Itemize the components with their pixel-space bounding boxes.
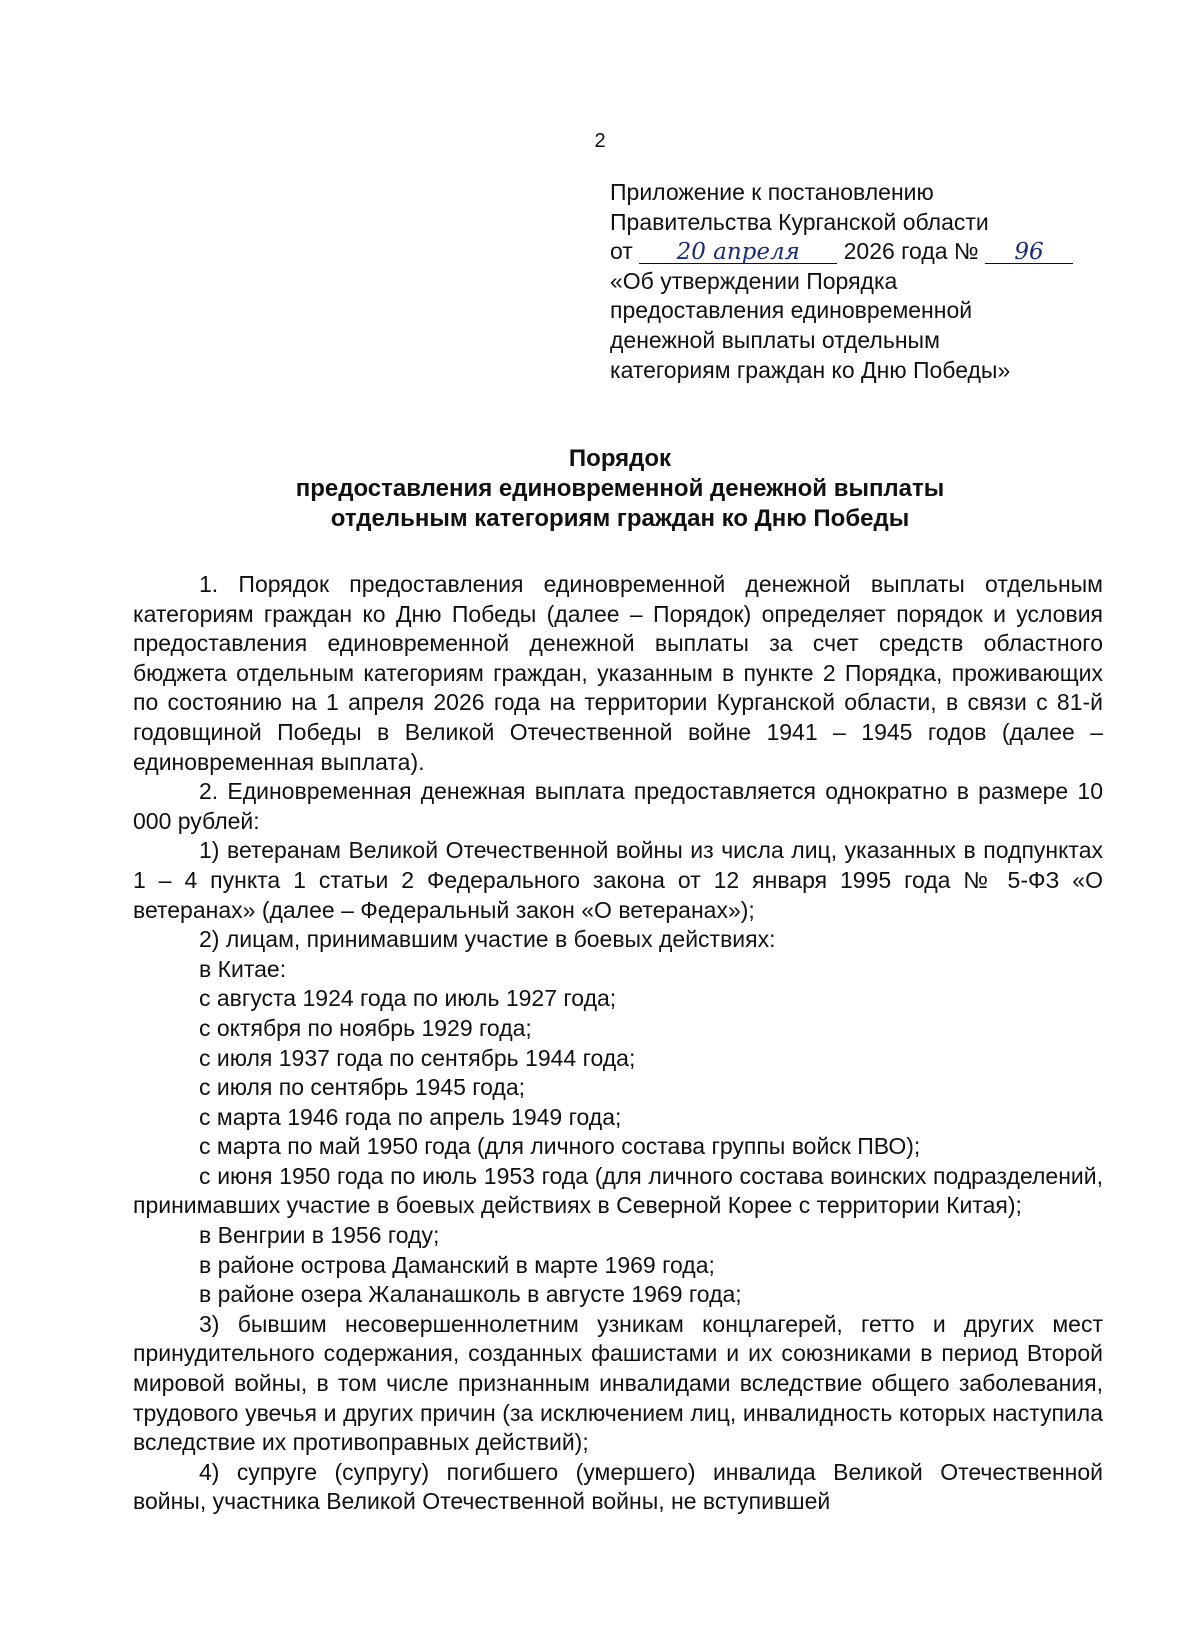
appendix-line-5: предоставления единовременной [610,297,973,324]
subitem-2: 2) лицам, принимавшим участие в боевых действиях: [199,926,776,953]
appendix-block [610,178,1080,385]
list-item: в районе острова Даманский в марте 1969 года; [199,1251,715,1278]
year-and-number-label: 2026 года № [843,238,979,265]
list-item: с июля по сентябрь 1945 года; [199,1074,526,1101]
subitem-1: 1) ветеранам Великой Отечественной войны из числа лиц, указанных в подпунктах 1 – 4 пункта 1 статьи 2 Федерального закона от 12 января 1995 года № 5-ФЗ «О ветеранах» (далее – Федеральный закон «О ветеранах»); [133,837,1103,923]
date-prefix: от [610,238,633,265]
subitem-3: 3) бывшим несовершеннолетним узникам концлагерей, гетто и других мест принудительного содержания, созданных фашистами и их союзниками в период Второй мировой войны, в том числе признанным инвалидами вследствие общего заболевания, трудового увечья и других причин (за исключением лиц, инвалидность которых наступила вследствие их противоправных действий); [133,1310,1103,1456]
list-item: в районе озера Жаланашколь в августе 1969 года; [199,1281,742,1308]
document-body [133,570,1103,1517]
list-item: с марта по май 1950 года (для личного состава группы войск ПВО); [199,1133,921,1160]
document-heading [0,444,1200,534]
handwritten-number: 96 [985,241,1073,264]
appendix-line-7: категориям граждан ко Дню Победы» [610,356,1011,383]
list-item: в Венгрии в 1956 году; [199,1222,440,1249]
appendix-line-6: денежной выплаты отдельным [610,326,940,353]
list-item: с июля 1937 года по сентябрь 1944 года; [199,1044,636,1071]
page-number: 2 [594,130,606,152]
handwritten-date: 20 апреля [639,241,837,264]
paragraph-1: 1. Порядок предоставления единовременной денежной выплаты отдельным категориям граждан ко Дню Победы (далее – Порядок) определяет порядок и условия предоставления единовременной денежной выплаты за счет средств областного бюджета отдельным категориям граждан, указанным в пункте 2 Порядка, проживающих по состоянию на 1 апреля 2026 года на территории Курганской области, в связи с 81-й годовщиной Победы в Великой Отечественной войне 1941 – 1945 годов (далее – единовременная выплата). [133,571,1103,775]
heading-line-1: Порядок [568,445,672,472]
list-item: с июня 1950 года по июль 1953 года (для личного состава воинских подразделений, принимавших участие в боевых действиях в Северной Корее с территории Китая); [133,1162,1103,1219]
appendix-line-1: Приложение к постановлению [610,179,934,205]
appendix-date-line [610,237,1080,267]
heading-line-2: предоставления единовременной денежной выплаты [295,475,945,502]
list-item: с марта 1946 года по апрель 1949 года; [199,1103,622,1130]
list-item: с августа 1924 года по июль 1927 года; [199,985,617,1012]
subitem-4: 4) супруге (супругу) погибшего (умершего) инвалида Великой Отечественной войны, участника Великой Отечественной войны, не вступившей [133,1458,1103,1515]
list-item: с октября по ноябрь 1929 года; [199,1014,532,1041]
list-item: в Китае: [199,955,287,982]
heading-line-3: отдельным категориям граждан ко Дню Победы [330,505,910,532]
appendix-line-4: «Об утверждении Порядка [610,267,898,294]
paragraph-2: 2. Единовременная денежная выплата предоставляется однократно в размере 10 000 рублей: [133,778,1103,834]
appendix-line-2: Правительства Курганской области [610,208,989,235]
